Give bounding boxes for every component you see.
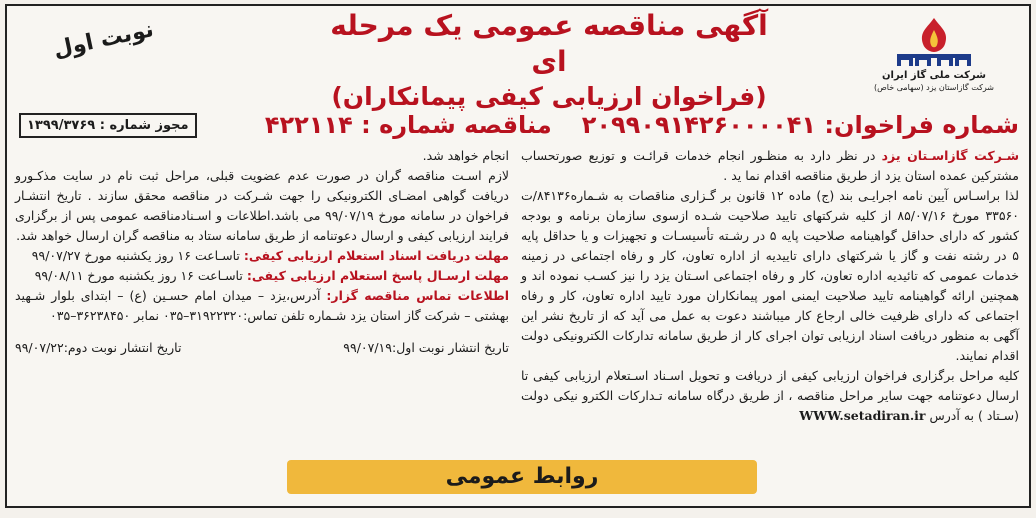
tender-number: مناقصه شماره : ۴۲۲۱۱۴ bbox=[264, 111, 552, 139]
tender-notice bbox=[5, 4, 1031, 508]
deadline-receive bbox=[15, 246, 509, 266]
notice-body bbox=[15, 146, 1019, 446]
notice-title bbox=[329, 8, 769, 114]
registration-text: لازم اسـت مناقصه گران در صورت عدم عضویت قبلی، مراحل ثبت نام در سایت مذکـورو دریافت گواهی امضـای الکترونیکی را جهت شـرکت در مناقصه محقق سازند . تاریخ انتشـار فراخوان در سامانه مورخ ۹۹/۰۷/۱۹ می باشد.اطلاعات و اسـنادمناقصه عمومی پس از برگزاری فرایند ارزیابی کیفی و ارسال دعوتنامه از طریق سامانه ستاد به مناقصه گران ارسال خواهد شد. bbox=[15, 168, 509, 243]
title-line1: آگهی مناقصه عمومی یک مرحله ای bbox=[330, 9, 768, 78]
right-column bbox=[509, 146, 1019, 446]
logo-line2: شرکت گازاستان یزد (سهامی خاص) bbox=[874, 83, 994, 92]
company-name: شـرکت گازاسـتان یزد bbox=[881, 148, 1019, 163]
public-relations-banner bbox=[287, 460, 757, 494]
notice-header bbox=[7, 6, 1029, 156]
contact-info bbox=[15, 286, 509, 326]
public-relations-label: روابط عمومی bbox=[445, 464, 599, 489]
call-number: شماره فراخوان: ۲۰۹۹۰۹۱۴۲۶۰۰۰۰۴۱ bbox=[581, 111, 1019, 139]
permit-number-box: مجوز شماره : ۱۳۹۹/۳۷۶۹ bbox=[19, 113, 197, 138]
logo-line1: شرکت ملی گاز ایران bbox=[882, 70, 986, 81]
intro-text: در نظر دارد به منظـور انجام خدمات قرائـت و توزیع صورتحساب مشترکین عمده استان یزد از طریق مناقصه اقدام نما ید . bbox=[521, 148, 1019, 183]
contact-label: اطلاعات تماس مناقصه گزار: bbox=[326, 288, 509, 303]
deadline-submit-label: مهلت ارسـال پاسخ استعلام ارزیابی کیفی: bbox=[246, 268, 509, 283]
number-row bbox=[19, 110, 1019, 140]
deadline-submit bbox=[15, 266, 509, 286]
company-logo bbox=[849, 16, 1019, 92]
publish-date-second: تاریخ انتشار نوبت دوم:۹۹/۰۷/۲۲ bbox=[15, 340, 182, 355]
procedure-text: کلیه مراحل برگزاری فراخوان ارزیابی کیفی از دریافت و تحویل اسـناد اسـتعلام ارزیابی کیفی تا ارسال دعوتنامه جهت سایر مراحل مناقصه ، از طریق درگاه سامانه تـدارکات الکترو نیکی دولت (سـتاد ) به آدرس bbox=[521, 368, 1019, 423]
title-line2: (فراخوان ارزیابی کیفی پیمانکاران) bbox=[331, 82, 767, 111]
deadline-submit-value: تاسـاعت ۱۶ روز یکشنبه مورخ ۹۹/۰۸/۱۱ bbox=[34, 268, 247, 283]
deadline-receive-label: مهلت دریافت اسناد استعلام ارزیابی کیفی: bbox=[243, 248, 509, 263]
continuation-text: انجام خواهد شد. bbox=[422, 148, 509, 163]
publish-dates bbox=[15, 338, 509, 358]
first-round-badge: نوبت اول bbox=[51, 17, 156, 63]
eligibility-text: لذا براسـاس آیین نامه اجرایـی بند (ج) ماده ۱۲ قانون بر گـزاری مناقصات به شـماره۸۴۱۳۶/ت ۳۳۵۶۰ مورخ ۸۵/۰۷/۱۶ از کلیه شرکتهای تایید صلاحیت شـده ازسوی سازمان برنامه و بودجه کشور که دارای حداقل گواهینامه صلاحیت پایه ۵ در رشـته تأسیسـات و تجهیزات و یا حداقل پایه ۵ در رشته نفت و گاز یا شرکتهای دارای تاییدیه از اداره تعاون، کار و رفاه اجتماعی در زمینه خدمات عمومی که تائیدیه اداره تعاون، کار و رفاه اجتماعی اسـتان یزد را نیز کسـب نموده اند و همچنین ارائه گواهینامه تایید صلاحیت ایمنی امور پیمانکاران مورد تایید اداره تعاون، کار و رفاه اجتماعی که دارای ظرفیت خالی ارجاع کار میباشند دعوت به عمل می آید که از تاریخ نشر این آگهی به منظور دریافت اسناد ارزیابی توان اجرای کار از طریق سامانه تدارکات الکترونیکی دولت اقدام نمایند. bbox=[521, 188, 1019, 363]
left-column bbox=[15, 146, 509, 446]
contact-value: آدرس،یزد – میدان امام حسـین (ع) – ابتدای بلوار شـهید بهشتی – شرکت گاز استان یزد شـماره تلفن تماس:۳۱۹۲۲۳۲۰–۰۳۵ نمابر ۳۶۲۳۸۴۵۰–۰۳۵ bbox=[15, 288, 509, 323]
flame-logo-icon bbox=[889, 16, 979, 68]
publish-date-first: تاریخ انتشار نوبت اول:۹۹/۰۷/۱۹ bbox=[343, 340, 509, 355]
setad-website-link[interactable]: WWW.setadiran.ir bbox=[799, 408, 926, 423]
deadline-receive-value: تاسـاعت ۱۶ روز یکشنبه مورخ ۹۹/۰۷/۲۷ bbox=[31, 248, 244, 263]
